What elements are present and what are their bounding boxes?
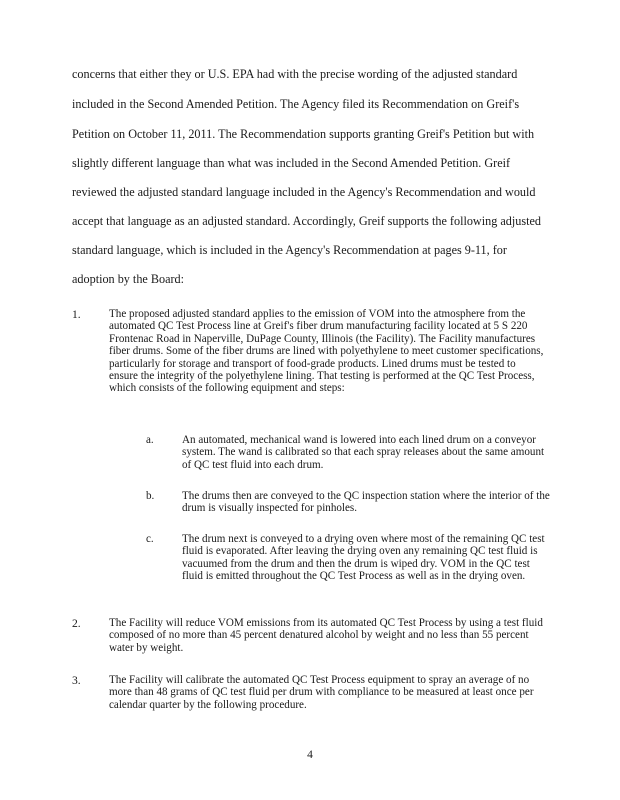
intro-line: adoption by the Board: <box>72 272 185 286</box>
intro-line: Petition on October 11, 2011. The Recommendation supports granting Greif's Petition but with <box>72 127 535 141</box>
subitem-text: The drum next is conveyed to a drying oven where most of the remaining QC test fluid is evaporated. After leaving the drying oven any remaining QC test fluid is vacuumed from the drum and then the drum is wiped dry. VOM in the QC test fluid is emitted throughout the QC Test Process as well as in the drying oven. <box>182 533 545 583</box>
subitem-text: An automated, mechanical wand is lowered into each lined drum on a conveyor system. The wand is calibrated so that each spray releases about the same amount of QC test fluid into each drum. <box>182 434 545 471</box>
page-number: 4 <box>307 749 313 761</box>
subitem-letter: b. <box>146 490 155 502</box>
intro-line: concerns that either they or U.S. EPA had with the precise wording of the adjusted standard <box>72 67 518 81</box>
intro-line: standard language, which is included in the Agency's Recommendation at pages 9-11, for <box>72 243 507 257</box>
intro-line: included in the Second Amended Petition. The Agency filed its Recommendation on Greif's <box>72 97 520 111</box>
item-text: The proposed adjusted standard applies to the emission of VOM into the atmosphere from the automated QC Test Process line at Greif's fiber drum manufacturing facility located at 5 S 220 Frontenac Road in Naperville, DuPage County, Illinois (the Facility). The Facility manufactures fiber drums. Some of the fiber drums are lined with polyethylene to meet customer specifications, particularly for storage and transport of food-grade products. Lined drums must be tested to ensure the integrity of the polyethylene lining. That testing is performed at the QC Test Process, which consists of the following equipment and steps: <box>109 308 544 395</box>
item-text: The Facility will reduce VOM emissions from its automated QC Test Process by using a test fluid composed of no more than 45 percent denatured alcohol by weight and no less than 55 percent water by weight. <box>109 617 543 654</box>
subitem-text: The drums then are conveyed to the QC inspection station where the interior of the drum is visually inspected for pinholes. <box>182 490 550 515</box>
item-text: The Facility will calibrate the automated QC Test Process equipment to spray an average of no more than 48 grams of QC test fluid per drum with compliance to be measured at least once per calendar quarter by the following procedure. <box>109 674 534 711</box>
item-number: 2. <box>72 617 81 630</box>
subitem-letter: c. <box>146 533 154 545</box>
intro-line: reviewed the adjusted standard language included in the Agency's Recommendation and would <box>72 185 536 199</box>
item-number: 3. <box>72 674 81 687</box>
intro-line: slightly different language than what was included in the Second Amended Petition. Greif <box>72 156 511 170</box>
intro-line: accept that language as an adjusted standard. Accordingly, Greif supports the following adjusted <box>72 214 541 228</box>
item-number: 1. <box>72 308 81 321</box>
subitem-letter: a. <box>146 434 154 446</box>
